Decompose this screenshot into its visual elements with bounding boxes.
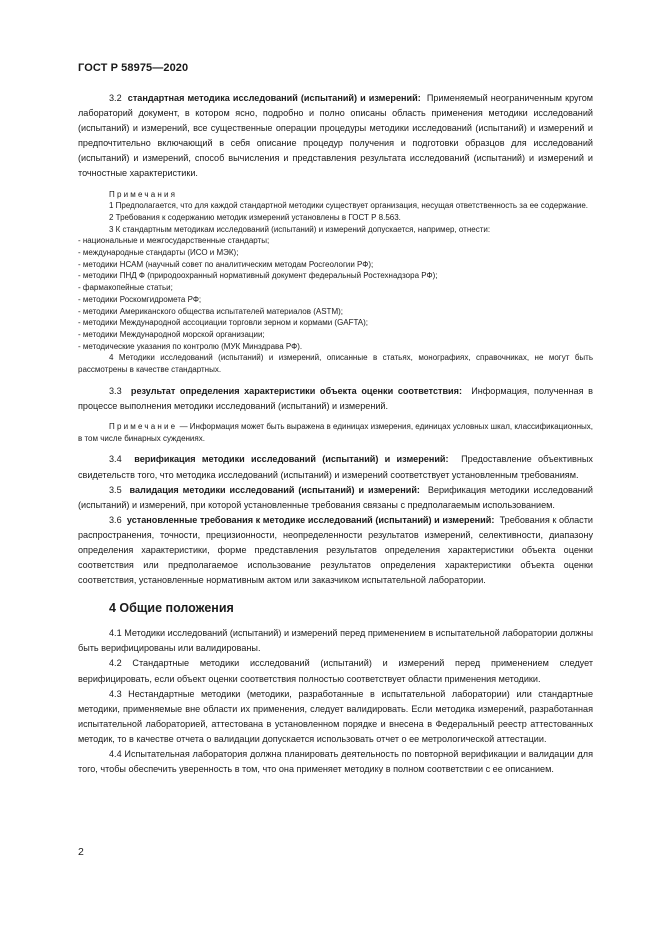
notes-heading: Примечания — [109, 189, 178, 199]
clause-3-3 — [78, 384, 593, 414]
note-list-item: - методики Международной морской организации; — [78, 330, 265, 339]
clause-3-4 — [78, 452, 593, 482]
note-item: 3 К стандартным методикам исследований (испытаний) и измерений допускается, например, отнести: — [109, 224, 491, 234]
term-definition-text: Информация, полученная в процессе выполнения методики исследований (испытаний) и измерений. — [78, 385, 593, 411]
term-definition-title: верификация методики исследований (испытаний) и измерений: — [134, 454, 449, 465]
term-definition-text: Применяемый неограниченным кругом лабораторий документ, в котором ясно, подробно и полно описаны область применения методики исследований (испытаний) и измерений, все существенные операции процедуры методики исследований (испытаний) и измерений и предпочтительно включающий в себя описание процедур получения и подготовки образцов для исследований (испытаний) и измерений, способ вычисления и представления результата исследований (испытаний) и измерений и точностные характеристики. — [78, 93, 594, 179]
term-definition-title: результат определения характеристики объекта оценки соответствия: — [130, 385, 462, 396]
note-list-item: - методики Американского общества испытателей материалов (ASTM); — [78, 306, 343, 316]
term-definition-text: Верификация методики исследований (испытаний) и измерений, при которой установленные требования связаны с предполагаемым использованием. — [78, 484, 593, 510]
clause-3-5 — [78, 483, 593, 513]
clause-number: 3.6 — [109, 514, 122, 525]
page-number: 2 — [78, 846, 84, 858]
notes-block — [78, 189, 593, 376]
note-text: — Информация может быть выражена в единицах измерения, единицах условных шкал, классификационных, в том числе бинарных суждениях. — [78, 422, 593, 443]
page-content — [78, 91, 593, 777]
term-definition-text: Требования к области распространения, точности, прецизионности, неопределенности результатов измерений, селективности, диапазону определения характеристики, форме представления результатов определения характеристики объекта оценки соответствия или предполагаемое использование результатов определения характеристики объекта оценки соответствия, установленные нормативным актом или заказчиком испытательной лаборатории. — [78, 514, 593, 586]
note-item: 2 Требования к содержанию методик измерений установлены в ГОСТ Р 8.563. — [109, 212, 401, 222]
note-list-item: - методики НСАМ (научный совет по аналитическим методам Росгеологии РФ); — [78, 259, 374, 269]
note-3-3 — [78, 421, 593, 444]
clause-number: 3.4 — [109, 454, 122, 465]
note-list-item: - методики ПНД Ф (природоохранный нормативный документ федеральный Ростехнадзора РФ); — [78, 271, 438, 281]
note-block — [78, 421, 593, 444]
note-item: 1 Предполагается, что для каждой стандартной методики существует организация, несущая ответственность за ее содержание. — [109, 201, 589, 211]
note-list-item: - национальные и межгосударственные стандарты; — [78, 236, 270, 246]
clause-4-3: 4.3 Нестандартные методики (методики, разработанные в испытательной лаборатории) или стандартные методики, применяемые вне области их применения, следует валидировать. Если методика измерений, разработанная испытательной лабораторией, аттестована в установленном порядке и внесена в Федеральный реестр аттестованных методик, то в качестве отчета о валидации допускается использовать отчет о ее метрологической аттестации. — [78, 688, 593, 744]
clause-4-1: 4.1 Методики исследований (испытаний) и измерений перед применением в испытательной лаборатории должны быть верифицированы или валидированы. — [78, 628, 593, 654]
term-definition-title: валидация методики исследований (испытаний) и измерений: — [129, 484, 420, 495]
section-heading: 4 Общие положения — [109, 601, 234, 616]
clause-number: 3.2 — [109, 93, 122, 103]
note-list-item: - методические указания по контролю (МУК Минздрава РФ). — [78, 341, 303, 351]
document-code-header: ГОСТ Р 58975—2020 — [78, 62, 189, 74]
term-definition-title: установленные требования к методике исследований (испытаний) и измерений: — [126, 514, 495, 525]
clause-3-6 — [78, 513, 593, 588]
term-definition-title: стандартная методика исследований (испытаний) и измерений: — [127, 93, 421, 103]
term-definition-text: Предоставление объективных свидетельств того, что методика исследований (испытаний) и измерений соответствует установленным требованиям. — [78, 454, 593, 480]
note-item: 4 Методики исследований (испытаний) и измерений, описанные в статьях, монографиях, справочниках, не могут быть рассмотрены в качестве стандартных. — [78, 353, 593, 375]
note-list-item: - методики Роскомгидромета РФ; — [78, 294, 202, 304]
clause-4-4: 4.4 Испытательная лаборатория должна планировать деятельность по повторной верификации и валидации для того, чтобы обеспечить уверенность в том, что она применяет методику в полном соответствии с ее описанием. — [78, 749, 593, 775]
clause-4-2: 4.2 Стандартные методики исследований (испытаний) и измерений перед применением следует верифицировать, если объект оценки соответствия полностью соответствует области применения методики. — [78, 658, 593, 684]
clause-number: 3.5 — [109, 484, 122, 495]
note-list-item: - международные стандарты (ИСО и МЭК); — [78, 248, 239, 258]
note-list-item: - методики Международной ассоциации торговли зерном и кормами (GAFTA); — [78, 318, 369, 328]
note-heading: Примечание — [109, 422, 178, 431]
note-list-item: - фармакопейные статьи; — [78, 283, 173, 293]
clause-3-2 — [78, 91, 593, 182]
clause-number: 3.3 — [109, 385, 122, 396]
